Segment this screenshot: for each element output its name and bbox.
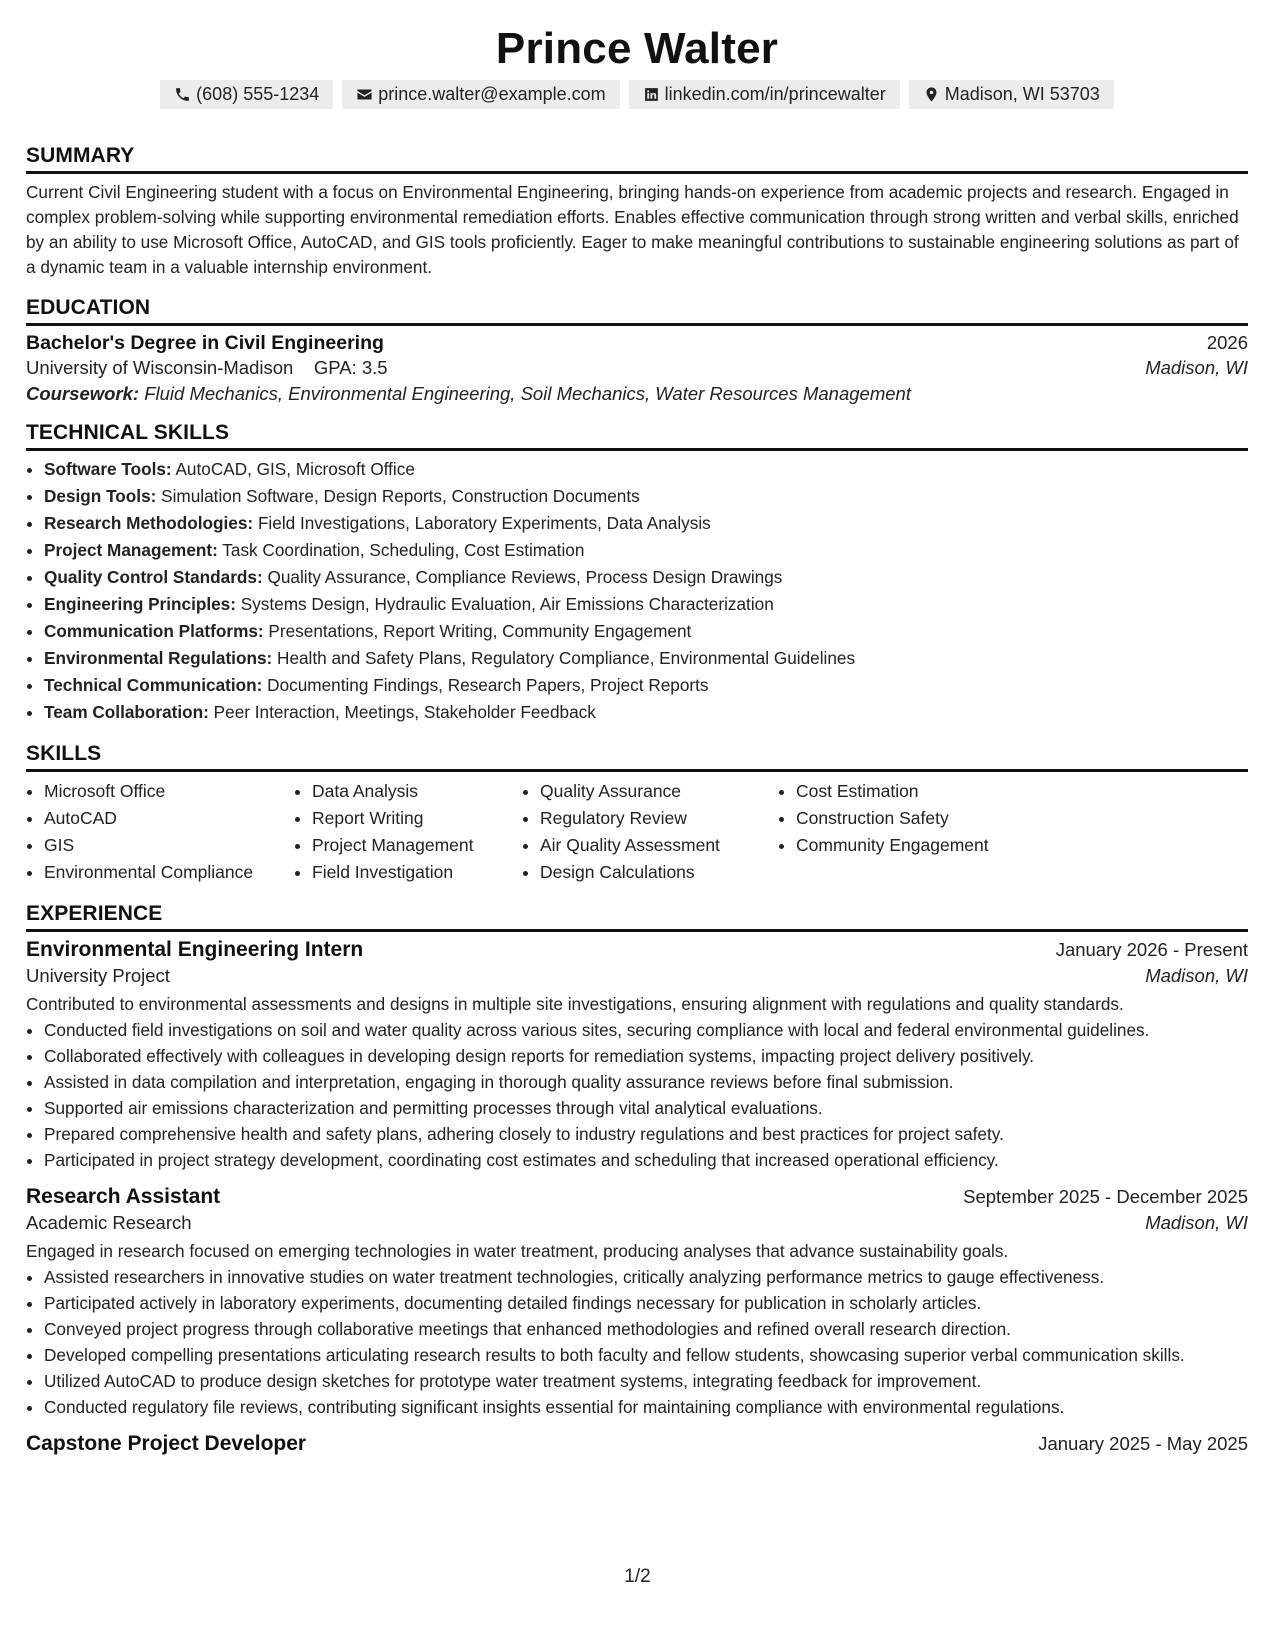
summary-section xyxy=(26,144,1248,280)
list-item: • Utilized AutoCAD to produce design sketches for prototype water treatment systems, integrating feedback for improvement. xyxy=(44,1369,1248,1394)
job-title: Capstone Project Developer xyxy=(26,1432,307,1455)
job-entry xyxy=(26,1432,1248,1456)
list-item: • Conducted field investigations on soil and water quality across various sites, securing compliance with local and federal environmental guidelines. xyxy=(44,1018,1248,1043)
list-item: • Design Tools: Simulation Software, Design Reports, Construction Documents xyxy=(44,483,1248,510)
job-dates: January 2026 - Present xyxy=(1055,939,1248,960)
list-item: • Community Engagement xyxy=(796,832,1056,859)
list-item: • Collaborated effectively with colleagues in developing design reports for remediation systems, impacting project delivery positively. xyxy=(44,1044,1248,1069)
education-heading: EDUCATION xyxy=(26,296,1248,326)
list-item: • Regulatory Review xyxy=(540,805,778,832)
school-location: Madison, WI xyxy=(1145,357,1248,378)
list-item: • Design Calculations xyxy=(540,859,778,886)
job-bullets xyxy=(26,1265,1248,1420)
candidate-name: Prince Walter xyxy=(495,24,779,73)
contact-phone[interactable] xyxy=(160,80,333,109)
job-description: Contributed to environmental assessments and designs in multiple site investigations, ensuring alignment with regulations and quality standards. xyxy=(26,994,1124,1014)
job-org: University Project xyxy=(26,965,170,986)
list-item: • AutoCAD xyxy=(44,805,294,832)
list-item: • Developed compelling presentations articulating research results to both faculty and fellow students, showcasing superior verbal communication skills. xyxy=(44,1343,1248,1368)
list-item: • Software Tools: AutoCAD, GIS, Microsoft Office xyxy=(44,456,1248,483)
experience-section xyxy=(26,902,1248,1456)
list-item: • Microsoft Office xyxy=(44,778,294,805)
list-item: • Technical Communication: Documenting Findings, Research Papers, Project Reports xyxy=(44,672,1248,699)
job-bullets xyxy=(26,1018,1248,1173)
map-pin-icon xyxy=(923,86,940,103)
list-item: • Environmental Regulations: Health and Safety Plans, Regulatory Compliance, Environmental Guidelines xyxy=(44,645,1248,672)
list-item: • Team Collaboration: Peer Interaction, Meetings, Stakeholder Feedback xyxy=(44,699,1248,726)
skills-column-2 xyxy=(294,778,522,886)
contact-phone-text: (608) 555-1234 xyxy=(196,84,320,104)
job-dates: September 2025 - December 2025 xyxy=(963,1186,1248,1207)
list-item: • Participated in project strategy development, coordinating cost estimates and scheduling that increased operational efficiency. xyxy=(44,1148,1248,1173)
linkedin-icon xyxy=(643,86,660,103)
list-item: • Communication Platforms: Presentations, Report Writing, Community Engagement xyxy=(44,618,1248,645)
contact-location-text: Madison, WI 53703 xyxy=(944,84,1100,104)
list-item: • Project Management: Task Coordination, Scheduling, Cost Estimation xyxy=(44,537,1248,564)
skills-column-3 xyxy=(522,778,778,886)
job-location: Madison, WI xyxy=(1145,965,1248,986)
envelope-icon xyxy=(356,86,373,103)
technical-skills-list xyxy=(26,456,1248,726)
list-item: • Construction Safety xyxy=(796,805,1056,832)
experience-heading: EXPERIENCE xyxy=(26,902,1248,932)
list-item: • Report Writing xyxy=(312,805,522,832)
list-item: • Prepared comprehensive health and safety plans, adhering closely to industry regulations and best practices for project safety. xyxy=(44,1122,1248,1147)
job-org: Academic Research xyxy=(26,1212,192,1233)
job-location: Madison, WI xyxy=(1145,1212,1248,1233)
page-number: 1/2 xyxy=(624,1566,651,1587)
contact-bar xyxy=(26,80,1248,109)
degree-title: Bachelor's Degree in Civil Engineering xyxy=(26,332,384,354)
job-title: Research Assistant xyxy=(26,1185,221,1208)
job-title: Environmental Engineering Intern xyxy=(26,938,364,961)
skills-column-4 xyxy=(778,778,1056,886)
list-item: • Quality Assurance xyxy=(540,778,778,805)
skills-grid xyxy=(26,778,1248,886)
list-item: • Air Quality Assessment xyxy=(540,832,778,859)
graduation-year: 2026 xyxy=(1206,332,1248,353)
list-item: • GIS xyxy=(44,832,294,859)
contact-email[interactable] xyxy=(342,80,619,109)
job-description: Engaged in research focused on emerging technologies in water treatment, producing analyses that advance sustainability goals. xyxy=(26,1241,1009,1261)
contact-linkedin-text: linkedin.com/in/princewalter xyxy=(664,84,886,104)
list-item: • Environmental Compliance xyxy=(44,859,294,886)
contact-email-text: prince.walter@example.com xyxy=(378,84,606,104)
list-item: • Quality Control Standards: Quality Assurance, Compliance Reviews, Process Design Drawings xyxy=(44,564,1248,591)
contact-location xyxy=(909,80,1114,109)
list-item: • Data Analysis xyxy=(312,778,522,805)
job-entry xyxy=(26,1185,1248,1420)
list-item: • Engineering Principles: Systems Design, Hydraulic Evaluation, Air Emissions Characterization xyxy=(44,591,1248,618)
list-item: • Conducted regulatory file reviews, contributing significant insights essential for maintaining compliance with environmental regulations. xyxy=(44,1395,1248,1420)
list-item: • Conveyed project progress through collaborative meetings that enhanced methodologies and refined overall research direction. xyxy=(44,1317,1248,1342)
list-item: • Field Investigation xyxy=(312,859,522,886)
job-entry xyxy=(26,938,1248,1173)
job-dates: January 2025 - May 2025 xyxy=(1038,1433,1248,1454)
skills-column-1 xyxy=(26,778,294,886)
contact-linkedin[interactable] xyxy=(629,80,900,109)
resume-page xyxy=(26,0,1248,1456)
list-item: • Supported air emissions characterization and permitting processes through vital analytical evaluations. xyxy=(44,1096,1248,1121)
list-item: • Cost Estimation xyxy=(796,778,1056,805)
phone-icon xyxy=(174,86,191,103)
list-item: • Assisted in data compilation and interpretation, engaging in thorough quality assurance reviews before final submission. xyxy=(44,1070,1248,1095)
summary-heading: SUMMARY xyxy=(26,144,1248,174)
skills-heading: SKILLS xyxy=(26,742,1248,772)
list-item: • Research Methodologies: Field Investigations, Laboratory Experiments, Data Analysis xyxy=(44,510,1248,537)
gpa: GPA: 3.5 xyxy=(313,357,388,378)
school-name: University of Wisconsin-Madison xyxy=(26,357,294,378)
skills-section xyxy=(26,742,1248,886)
list-item: • Project Management xyxy=(312,832,522,859)
list-item: • Participated actively in laboratory experiments, documenting detailed findings necessary for publication in scholarly articles. xyxy=(44,1291,1248,1316)
education-section xyxy=(26,296,1248,405)
coursework-list: Fluid Mechanics, Environmental Engineering, Soil Mechanics, Water Resources Management xyxy=(144,383,911,404)
coursework-label: Coursework: xyxy=(26,383,140,404)
list-item: • Assisted researchers in innovative studies on water treatment technologies, critically analyzing performance metrics to gauge effectiveness. xyxy=(44,1265,1248,1290)
coursework xyxy=(26,383,1248,405)
summary-text: Current Civil Engineering student with a focus on Environmental Engineering, bringing hands-on experience from academic projects and research. Engaged in complex problem-solving while supporting environmental remediation efforts. Enables effective communication through strong written and verbal skills, enriched by an ability to use Microsoft Office, AutoCAD, and GIS tools proficiently. Eager to make meaningful contributions to sustainable engineering solutions as part of a dynamic team in a valuable internship environment. xyxy=(26,182,1239,277)
technical-skills-heading: TECHNICAL SKILLS xyxy=(26,421,1248,451)
technical-skills-section xyxy=(26,421,1248,726)
